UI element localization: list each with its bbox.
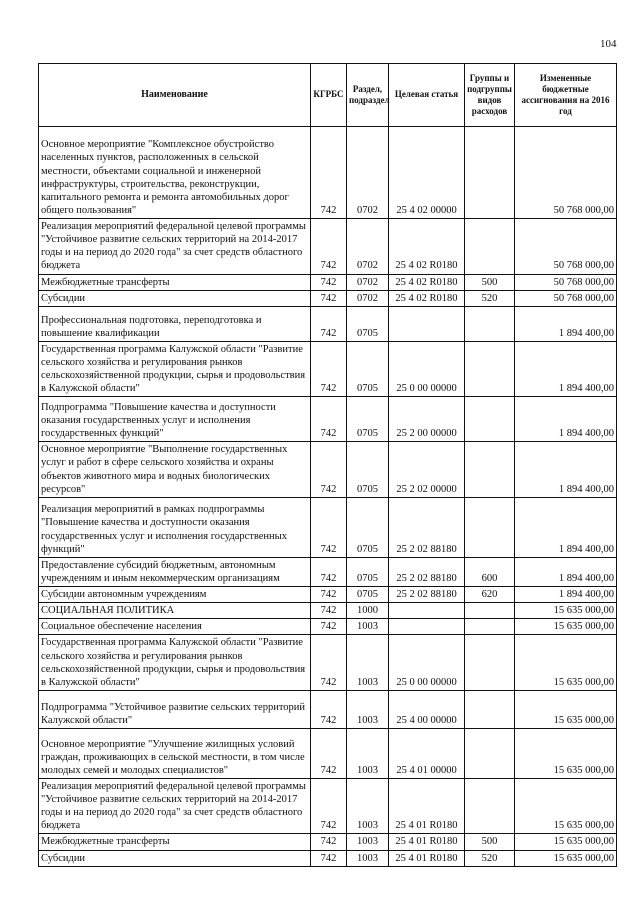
cell-amount: 50 768 000,00 xyxy=(515,274,617,290)
cell-kgrbs: 742 xyxy=(311,442,347,498)
cell-section: 0702 xyxy=(347,219,389,275)
cell-amount: 1 894 400,00 xyxy=(515,557,617,586)
table-row xyxy=(39,834,617,850)
cell-amount: 15 635 000,00 xyxy=(515,690,617,728)
header-amount: Измененные бюджетные ассигнования на 2016 год xyxy=(515,64,617,127)
table-row xyxy=(39,557,617,586)
table-row xyxy=(39,127,617,219)
cell-amount: 15 635 000,00 xyxy=(515,778,617,834)
cell-amount: 15 635 000,00 xyxy=(515,619,617,635)
cell-section: 0705 xyxy=(347,341,389,397)
cell-section: 1003 xyxy=(347,850,389,866)
cell-section: 1003 xyxy=(347,690,389,728)
cell-name: Реализация мероприятий федеральной целевой программы "Устойчивое развитие сельских территорий на 2014-2017 годы и на период до 2020 года" за счет средств областного бюджета xyxy=(39,778,311,834)
header-kgrbs: КГРБС xyxy=(311,64,347,127)
cell-target: 25 4 01 R0180 xyxy=(389,850,465,866)
cell-group xyxy=(465,306,515,341)
cell-name: Государственная программа Калужской области "Развитие сельского хозяйства и регулирования рынков сельскохозяйственной продукции, сырья и продовольствия в Калужской области" xyxy=(39,635,311,691)
cell-section: 1003 xyxy=(347,635,389,691)
cell-name: СОЦИАЛЬНАЯ ПОЛИТИКА xyxy=(39,603,311,619)
cell-name: Межбюджетные трансферты xyxy=(39,834,311,850)
cell-group xyxy=(465,690,515,728)
cell-target: 25 4 01 00000 xyxy=(389,728,465,778)
cell-kgrbs: 742 xyxy=(311,219,347,275)
cell-kgrbs: 742 xyxy=(311,306,347,341)
page-number: 104 xyxy=(600,38,617,50)
table-row xyxy=(39,397,617,442)
cell-kgrbs: 742 xyxy=(311,341,347,397)
cell-section: 1003 xyxy=(347,778,389,834)
cell-section: 0705 xyxy=(347,306,389,341)
cell-amount: 15 635 000,00 xyxy=(515,850,617,866)
cell-amount: 50 768 000,00 xyxy=(515,290,617,306)
table-row xyxy=(39,603,617,619)
cell-name: Реализация мероприятий федеральной целевой программы "Устойчивое развитие сельских территорий на 2014-2017 годы и на период до 2020 года" за счет средств областного бюджета xyxy=(39,219,311,275)
cell-name: Межбюджетные трансферты xyxy=(39,274,311,290)
cell-target: 25 2 02 88180 xyxy=(389,557,465,586)
cell-section: 0705 xyxy=(347,587,389,603)
header-section: Раздел, подраздел xyxy=(347,64,389,127)
table-row xyxy=(39,219,617,275)
table-row xyxy=(39,850,617,866)
cell-kgrbs: 742 xyxy=(311,274,347,290)
table-row xyxy=(39,690,617,728)
cell-section: 1003 xyxy=(347,728,389,778)
cell-section: 0705 xyxy=(347,497,389,557)
cell-group xyxy=(465,635,515,691)
cell-section: 1003 xyxy=(347,834,389,850)
cell-kgrbs: 742 xyxy=(311,497,347,557)
cell-section: 0705 xyxy=(347,442,389,498)
cell-group xyxy=(465,127,515,219)
cell-kgrbs: 742 xyxy=(311,587,347,603)
cell-section: 0702 xyxy=(347,290,389,306)
cell-kgrbs: 742 xyxy=(311,557,347,586)
cell-group xyxy=(465,219,515,275)
cell-section: 0705 xyxy=(347,557,389,586)
cell-name: Основное мероприятие "Выполнение государственных услуг и работ в сфере сельского хозяйства и охраны объектов животного мира и водных биологических ресурсов" xyxy=(39,442,311,498)
cell-section: 0702 xyxy=(347,127,389,219)
cell-section: 0705 xyxy=(347,397,389,442)
cell-group xyxy=(465,728,515,778)
cell-group xyxy=(465,442,515,498)
cell-name: Подпрограмма "Повышение качества и доступности оказания государственных услуг и исполнения государственных функций" xyxy=(39,397,311,442)
cell-section: 1003 xyxy=(347,619,389,635)
cell-target: 25 4 02 00000 xyxy=(389,127,465,219)
table-row xyxy=(39,274,617,290)
cell-kgrbs: 742 xyxy=(311,635,347,691)
cell-name: Субсидии xyxy=(39,850,311,866)
cell-name: Профессиональная подготовка, переподготовка и повышение квалификации xyxy=(39,306,311,341)
cell-target: 25 4 02 R0180 xyxy=(389,274,465,290)
cell-kgrbs: 742 xyxy=(311,619,347,635)
cell-amount: 50 768 000,00 xyxy=(515,127,617,219)
cell-group: 520 xyxy=(465,850,515,866)
table-row xyxy=(39,778,617,834)
cell-group xyxy=(465,397,515,442)
cell-amount: 1 894 400,00 xyxy=(515,306,617,341)
cell-target: 25 0 00 00000 xyxy=(389,341,465,397)
cell-kgrbs: 742 xyxy=(311,690,347,728)
cell-group: 520 xyxy=(465,290,515,306)
cell-amount: 15 635 000,00 xyxy=(515,834,617,850)
cell-amount: 1 894 400,00 xyxy=(515,497,617,557)
cell-group: 600 xyxy=(465,557,515,586)
budget-table xyxy=(38,63,617,867)
cell-target: 25 4 01 R0180 xyxy=(389,778,465,834)
table-row xyxy=(39,497,617,557)
table-header-row xyxy=(39,64,617,127)
cell-target: 25 4 02 R0180 xyxy=(389,290,465,306)
cell-target: 25 4 00 00000 xyxy=(389,690,465,728)
cell-target: 25 2 02 88180 xyxy=(389,497,465,557)
cell-amount: 15 635 000,00 xyxy=(515,603,617,619)
cell-name: Подпрограмма "Устойчивое развитие сельских территорий Калужской области" xyxy=(39,690,311,728)
cell-target xyxy=(389,306,465,341)
cell-amount: 1 894 400,00 xyxy=(515,442,617,498)
table-row xyxy=(39,728,617,778)
cell-amount: 15 635 000,00 xyxy=(515,728,617,778)
table-row xyxy=(39,587,617,603)
cell-group xyxy=(465,497,515,557)
cell-group xyxy=(465,619,515,635)
table-row xyxy=(39,619,617,635)
cell-target xyxy=(389,619,465,635)
cell-group xyxy=(465,603,515,619)
table-row xyxy=(39,635,617,691)
cell-amount: 1 894 400,00 xyxy=(515,587,617,603)
cell-name: Реализация мероприятий в рамках подпрограммы "Повышение качества и доступности оказания государственных услуг и исполнения государственных функций" xyxy=(39,497,311,557)
cell-group xyxy=(465,341,515,397)
cell-kgrbs: 742 xyxy=(311,778,347,834)
cell-amount: 50 768 000,00 xyxy=(515,219,617,275)
cell-section: 0702 xyxy=(347,274,389,290)
cell-group: 500 xyxy=(465,834,515,850)
cell-kgrbs: 742 xyxy=(311,834,347,850)
cell-section: 1000 xyxy=(347,603,389,619)
header-groups: Группы и подгруппы видов расходов xyxy=(465,64,515,127)
header-name: Наименование xyxy=(39,64,311,127)
cell-amount: 1 894 400,00 xyxy=(515,341,617,397)
cell-kgrbs: 742 xyxy=(311,728,347,778)
table-row xyxy=(39,306,617,341)
cell-target: 25 4 02 R0180 xyxy=(389,219,465,275)
cell-kgrbs: 742 xyxy=(311,850,347,866)
cell-name: Социальное обеспечение населения xyxy=(39,619,311,635)
cell-name: Основное мероприятие "Комплексное обустройство населенных пунктов, расположенных в сельской местности, объектами социальной и инженерной инфраструктуры, строительства, реконструкции, капитального ремонта и ремонта автомобильных дорог общего пользования" xyxy=(39,127,311,219)
table-row xyxy=(39,341,617,397)
cell-name: Основное мероприятие "Улучшение жилищных условий граждан, проживающих в сельской местности, в том числе молодых семей и молодых специалистов" xyxy=(39,728,311,778)
cell-kgrbs: 742 xyxy=(311,290,347,306)
cell-name: Субсидии автономным учреждениям xyxy=(39,587,311,603)
cell-name: Субсидии xyxy=(39,290,311,306)
cell-target: 25 0 00 00000 xyxy=(389,635,465,691)
table-row xyxy=(39,442,617,498)
cell-name: Предоставление субсидий бюджетным, автономным учреждениям и иным некоммерческим организациям xyxy=(39,557,311,586)
cell-kgrbs: 742 xyxy=(311,603,347,619)
cell-amount: 15 635 000,00 xyxy=(515,635,617,691)
cell-group xyxy=(465,778,515,834)
cell-kgrbs: 742 xyxy=(311,397,347,442)
cell-group: 500 xyxy=(465,274,515,290)
cell-target: 25 2 02 88180 xyxy=(389,587,465,603)
cell-target xyxy=(389,603,465,619)
cell-kgrbs: 742 xyxy=(311,127,347,219)
cell-target: 25 2 02 00000 xyxy=(389,442,465,498)
cell-name: Государственная программа Калужской области "Развитие сельского хозяйства и регулирования рынков сельскохозяйственной продукции, сырья и продовольствия в Калужской области" xyxy=(39,341,311,397)
cell-target: 25 2 00 00000 xyxy=(389,397,465,442)
header-target: Целевая статья xyxy=(389,64,465,127)
cell-group: 620 xyxy=(465,587,515,603)
table-row xyxy=(39,290,617,306)
cell-amount: 1 894 400,00 xyxy=(515,397,617,442)
cell-target: 25 4 01 R0180 xyxy=(389,834,465,850)
